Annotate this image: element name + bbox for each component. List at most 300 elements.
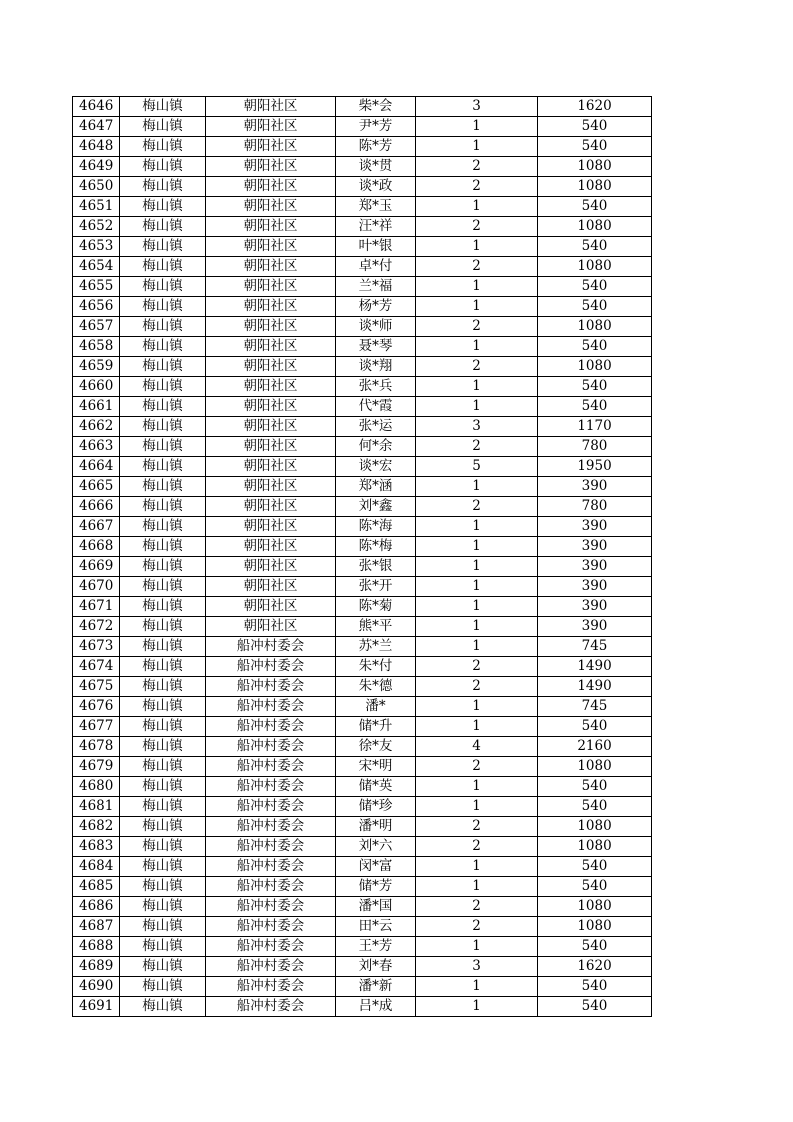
town-cell: 梅山镇 bbox=[120, 817, 206, 837]
household-count-cell: 1 bbox=[416, 797, 538, 817]
serial-number-cell: 4667 bbox=[73, 517, 120, 537]
serial-number-cell: 4656 bbox=[73, 297, 120, 317]
town-cell: 梅山镇 bbox=[120, 557, 206, 577]
table-row bbox=[73, 157, 652, 177]
household-count-cell: 2 bbox=[416, 837, 538, 857]
amount-cell: 1080 bbox=[538, 317, 652, 337]
household-count-cell: 1 bbox=[416, 597, 538, 617]
village-cell: 朝阳社区 bbox=[206, 257, 336, 277]
name-cell: 苏*兰 bbox=[336, 637, 416, 657]
name-cell: 朱*德 bbox=[336, 677, 416, 697]
town-cell: 梅山镇 bbox=[120, 457, 206, 477]
name-cell: 潘* bbox=[336, 697, 416, 717]
table-row bbox=[73, 437, 652, 457]
table-row bbox=[73, 337, 652, 357]
village-cell: 朝阳社区 bbox=[206, 157, 336, 177]
name-cell: 张*兵 bbox=[336, 377, 416, 397]
household-count-cell: 1 bbox=[416, 397, 538, 417]
name-cell: 谈*宏 bbox=[336, 457, 416, 477]
household-count-cell: 1 bbox=[416, 697, 538, 717]
name-cell: 陈*海 bbox=[336, 517, 416, 537]
household-count-cell: 1 bbox=[416, 197, 538, 217]
amount-cell: 1490 bbox=[538, 677, 652, 697]
town-cell: 梅山镇 bbox=[120, 537, 206, 557]
household-count-cell: 2 bbox=[416, 437, 538, 457]
village-cell: 朝阳社区 bbox=[206, 97, 336, 117]
amount-cell: 1080 bbox=[538, 897, 652, 917]
name-cell: 代*霞 bbox=[336, 397, 416, 417]
village-cell: 船冲村委会 bbox=[206, 657, 336, 677]
town-cell: 梅山镇 bbox=[120, 997, 206, 1017]
household-count-cell: 1 bbox=[416, 857, 538, 877]
village-cell: 船冲村委会 bbox=[206, 777, 336, 797]
amount-cell: 1080 bbox=[538, 917, 652, 937]
household-count-cell: 1 bbox=[416, 517, 538, 537]
amount-cell: 540 bbox=[538, 997, 652, 1017]
household-count-cell: 2 bbox=[416, 657, 538, 677]
household-count-cell: 2 bbox=[416, 257, 538, 277]
serial-number-cell: 4665 bbox=[73, 477, 120, 497]
table-row bbox=[73, 797, 652, 817]
town-cell: 梅山镇 bbox=[120, 257, 206, 277]
town-cell: 梅山镇 bbox=[120, 157, 206, 177]
name-cell: 刘*春 bbox=[336, 957, 416, 977]
name-cell: 田*云 bbox=[336, 917, 416, 937]
serial-number-cell: 4657 bbox=[73, 317, 120, 337]
name-cell: 谈*政 bbox=[336, 177, 416, 197]
amount-cell: 390 bbox=[538, 577, 652, 597]
household-count-cell: 1 bbox=[416, 577, 538, 597]
household-count-cell: 1 bbox=[416, 277, 538, 297]
serial-number-cell: 4677 bbox=[73, 717, 120, 737]
name-cell: 兰*福 bbox=[336, 277, 416, 297]
village-cell: 朝阳社区 bbox=[206, 577, 336, 597]
village-cell: 船冲村委会 bbox=[206, 837, 336, 857]
serial-number-cell: 4648 bbox=[73, 137, 120, 157]
household-count-cell: 2 bbox=[416, 917, 538, 937]
town-cell: 梅山镇 bbox=[120, 637, 206, 657]
serial-number-cell: 4666 bbox=[73, 497, 120, 517]
table-row bbox=[73, 317, 652, 337]
amount-cell: 1080 bbox=[538, 157, 652, 177]
amount-cell: 390 bbox=[538, 557, 652, 577]
village-cell: 船冲村委会 bbox=[206, 637, 336, 657]
household-count-cell: 1 bbox=[416, 297, 538, 317]
serial-number-cell: 4671 bbox=[73, 597, 120, 617]
table-row bbox=[73, 257, 652, 277]
serial-number-cell: 4673 bbox=[73, 637, 120, 657]
village-cell: 船冲村委会 bbox=[206, 877, 336, 897]
amount-cell: 1080 bbox=[538, 837, 652, 857]
serial-number-cell: 4654 bbox=[73, 257, 120, 277]
serial-number-cell: 4664 bbox=[73, 457, 120, 477]
village-cell: 船冲村委会 bbox=[206, 797, 336, 817]
amount-cell: 1620 bbox=[538, 97, 652, 117]
household-count-cell: 2 bbox=[416, 357, 538, 377]
serial-number-cell: 4674 bbox=[73, 657, 120, 677]
amount-cell: 1080 bbox=[538, 177, 652, 197]
amount-cell: 745 bbox=[538, 697, 652, 717]
town-cell: 梅山镇 bbox=[120, 897, 206, 917]
table-row bbox=[73, 717, 652, 737]
table-row bbox=[73, 97, 652, 117]
household-count-cell: 1 bbox=[416, 117, 538, 137]
village-cell: 朝阳社区 bbox=[206, 477, 336, 497]
town-cell: 梅山镇 bbox=[120, 317, 206, 337]
serial-number-cell: 4646 bbox=[73, 97, 120, 117]
household-count-cell: 1 bbox=[416, 777, 538, 797]
household-count-cell: 1 bbox=[416, 557, 538, 577]
amount-cell: 390 bbox=[538, 597, 652, 617]
table-row bbox=[73, 497, 652, 517]
household-count-cell: 4 bbox=[416, 737, 538, 757]
town-cell: 梅山镇 bbox=[120, 857, 206, 877]
name-cell: 谈*翔 bbox=[336, 357, 416, 377]
table-row bbox=[73, 517, 652, 537]
household-count-cell: 2 bbox=[416, 317, 538, 337]
amount-cell: 540 bbox=[538, 857, 652, 877]
serial-number-cell: 4659 bbox=[73, 357, 120, 377]
village-cell: 朝阳社区 bbox=[206, 197, 336, 217]
amount-cell: 390 bbox=[538, 517, 652, 537]
serial-number-cell: 4655 bbox=[73, 277, 120, 297]
name-cell: 谈*师 bbox=[336, 317, 416, 337]
village-cell: 船冲村委会 bbox=[206, 917, 336, 937]
town-cell: 梅山镇 bbox=[120, 177, 206, 197]
name-cell: 郑*涵 bbox=[336, 477, 416, 497]
name-cell: 徐*友 bbox=[336, 737, 416, 757]
village-cell: 朝阳社区 bbox=[206, 357, 336, 377]
amount-cell: 1080 bbox=[538, 257, 652, 277]
town-cell: 梅山镇 bbox=[120, 717, 206, 737]
name-cell: 郑*玉 bbox=[336, 197, 416, 217]
name-cell: 潘*新 bbox=[336, 977, 416, 997]
household-count-cell: 3 bbox=[416, 957, 538, 977]
name-cell: 卓*付 bbox=[336, 257, 416, 277]
table-row bbox=[73, 457, 652, 477]
amount-cell: 540 bbox=[538, 777, 652, 797]
village-cell: 朝阳社区 bbox=[206, 337, 336, 357]
table-row bbox=[73, 637, 652, 657]
table-row bbox=[73, 657, 652, 677]
town-cell: 梅山镇 bbox=[120, 117, 206, 137]
serial-number-cell: 4672 bbox=[73, 617, 120, 637]
name-cell: 储*芳 bbox=[336, 877, 416, 897]
household-count-cell: 2 bbox=[416, 897, 538, 917]
household-count-cell: 2 bbox=[416, 757, 538, 777]
name-cell: 杨*芳 bbox=[336, 297, 416, 317]
village-cell: 朝阳社区 bbox=[206, 537, 336, 557]
village-cell: 朝阳社区 bbox=[206, 557, 336, 577]
town-cell: 梅山镇 bbox=[120, 277, 206, 297]
amount-cell: 540 bbox=[538, 237, 652, 257]
amount-cell: 540 bbox=[538, 337, 652, 357]
serial-number-cell: 4669 bbox=[73, 557, 120, 577]
table-body bbox=[73, 97, 652, 1017]
amount-cell: 1170 bbox=[538, 417, 652, 437]
amount-cell: 540 bbox=[538, 877, 652, 897]
amount-cell: 540 bbox=[538, 137, 652, 157]
town-cell: 梅山镇 bbox=[120, 757, 206, 777]
village-cell: 朝阳社区 bbox=[206, 117, 336, 137]
table-row bbox=[73, 237, 652, 257]
table-row bbox=[73, 977, 652, 997]
town-cell: 梅山镇 bbox=[120, 577, 206, 597]
name-cell: 熊*平 bbox=[336, 617, 416, 637]
table-row bbox=[73, 757, 652, 777]
amount-cell: 540 bbox=[538, 397, 652, 417]
town-cell: 梅山镇 bbox=[120, 377, 206, 397]
amount-cell: 780 bbox=[538, 497, 652, 517]
name-cell: 朱*付 bbox=[336, 657, 416, 677]
serial-number-cell: 4688 bbox=[73, 937, 120, 957]
amount-cell: 390 bbox=[538, 537, 652, 557]
table-row bbox=[73, 397, 652, 417]
name-cell: 刘*鑫 bbox=[336, 497, 416, 517]
amount-cell: 390 bbox=[538, 477, 652, 497]
village-cell: 朝阳社区 bbox=[206, 217, 336, 237]
household-count-cell: 1 bbox=[416, 377, 538, 397]
town-cell: 梅山镇 bbox=[120, 777, 206, 797]
serial-number-cell: 4661 bbox=[73, 397, 120, 417]
amount-cell: 1080 bbox=[538, 817, 652, 837]
village-cell: 朝阳社区 bbox=[206, 377, 336, 397]
household-count-cell: 1 bbox=[416, 537, 538, 557]
village-cell: 朝阳社区 bbox=[206, 277, 336, 297]
serial-number-cell: 4686 bbox=[73, 897, 120, 917]
household-count-cell: 1 bbox=[416, 337, 538, 357]
village-cell: 朝阳社区 bbox=[206, 457, 336, 477]
name-cell: 闵*富 bbox=[336, 857, 416, 877]
town-cell: 梅山镇 bbox=[120, 357, 206, 377]
table-row bbox=[73, 537, 652, 557]
serial-number-cell: 4685 bbox=[73, 877, 120, 897]
village-cell: 船冲村委会 bbox=[206, 957, 336, 977]
serial-number-cell: 4662 bbox=[73, 417, 120, 437]
town-cell: 梅山镇 bbox=[120, 297, 206, 317]
village-cell: 船冲村委会 bbox=[206, 717, 336, 737]
serial-number-cell: 4653 bbox=[73, 237, 120, 257]
name-cell: 宋*明 bbox=[336, 757, 416, 777]
serial-number-cell: 4679 bbox=[73, 757, 120, 777]
serial-number-cell: 4683 bbox=[73, 837, 120, 857]
table-row bbox=[73, 137, 652, 157]
table-row bbox=[73, 777, 652, 797]
serial-number-cell: 4658 bbox=[73, 337, 120, 357]
amount-cell: 540 bbox=[538, 977, 652, 997]
village-cell: 朝阳社区 bbox=[206, 137, 336, 157]
name-cell: 陈*菊 bbox=[336, 597, 416, 617]
household-count-cell: 2 bbox=[416, 817, 538, 837]
serial-number-cell: 4687 bbox=[73, 917, 120, 937]
name-cell: 潘*明 bbox=[336, 817, 416, 837]
table-row bbox=[73, 597, 652, 617]
town-cell: 梅山镇 bbox=[120, 477, 206, 497]
village-cell: 朝阳社区 bbox=[206, 437, 336, 457]
household-count-cell: 2 bbox=[416, 157, 538, 177]
village-cell: 船冲村委会 bbox=[206, 937, 336, 957]
amount-cell: 780 bbox=[538, 437, 652, 457]
name-cell: 柴*会 bbox=[336, 97, 416, 117]
name-cell: 谈*贯 bbox=[336, 157, 416, 177]
household-count-cell: 1 bbox=[416, 717, 538, 737]
amount-cell: 2160 bbox=[538, 737, 652, 757]
amount-cell: 1080 bbox=[538, 357, 652, 377]
household-count-cell: 3 bbox=[416, 417, 538, 437]
name-cell: 陈*梅 bbox=[336, 537, 416, 557]
household-count-cell: 2 bbox=[416, 217, 538, 237]
amount-cell: 540 bbox=[538, 277, 652, 297]
town-cell: 梅山镇 bbox=[120, 937, 206, 957]
serial-number-cell: 4649 bbox=[73, 157, 120, 177]
village-cell: 朝阳社区 bbox=[206, 397, 336, 417]
village-cell: 朝阳社区 bbox=[206, 417, 336, 437]
town-cell: 梅山镇 bbox=[120, 977, 206, 997]
town-cell: 梅山镇 bbox=[120, 837, 206, 857]
serial-number-cell: 4681 bbox=[73, 797, 120, 817]
table-row bbox=[73, 377, 652, 397]
name-cell: 张*开 bbox=[336, 577, 416, 597]
table-row bbox=[73, 937, 652, 957]
serial-number-cell: 4675 bbox=[73, 677, 120, 697]
household-count-cell: 1 bbox=[416, 237, 538, 257]
amount-cell: 540 bbox=[538, 937, 652, 957]
village-cell: 船冲村委会 bbox=[206, 817, 336, 837]
town-cell: 梅山镇 bbox=[120, 677, 206, 697]
table-row bbox=[73, 177, 652, 197]
table-row bbox=[73, 877, 652, 897]
amount-cell: 540 bbox=[538, 197, 652, 217]
town-cell: 梅山镇 bbox=[120, 437, 206, 457]
town-cell: 梅山镇 bbox=[120, 417, 206, 437]
household-count-cell: 1 bbox=[416, 977, 538, 997]
town-cell: 梅山镇 bbox=[120, 737, 206, 757]
serial-number-cell: 4668 bbox=[73, 537, 120, 557]
name-cell: 潘*国 bbox=[336, 897, 416, 917]
table-row bbox=[73, 917, 652, 937]
town-cell: 梅山镇 bbox=[120, 657, 206, 677]
table-row bbox=[73, 837, 652, 857]
serial-number-cell: 4690 bbox=[73, 977, 120, 997]
amount-cell: 1620 bbox=[538, 957, 652, 977]
household-count-cell: 3 bbox=[416, 97, 538, 117]
name-cell: 储*英 bbox=[336, 777, 416, 797]
village-cell: 朝阳社区 bbox=[206, 517, 336, 537]
town-cell: 梅山镇 bbox=[120, 517, 206, 537]
serial-number-cell: 4663 bbox=[73, 437, 120, 457]
town-cell: 梅山镇 bbox=[120, 397, 206, 417]
serial-number-cell: 4670 bbox=[73, 577, 120, 597]
name-cell: 刘*六 bbox=[336, 837, 416, 857]
town-cell: 梅山镇 bbox=[120, 797, 206, 817]
amount-cell: 1080 bbox=[538, 757, 652, 777]
village-cell: 朝阳社区 bbox=[206, 617, 336, 637]
serial-number-cell: 4680 bbox=[73, 777, 120, 797]
table-row bbox=[73, 857, 652, 877]
serial-number-cell: 4691 bbox=[73, 997, 120, 1017]
amount-cell: 540 bbox=[538, 117, 652, 137]
village-cell: 船冲村委会 bbox=[206, 697, 336, 717]
village-cell: 船冲村委会 bbox=[206, 677, 336, 697]
village-cell: 船冲村委会 bbox=[206, 977, 336, 997]
amount-cell: 745 bbox=[538, 637, 652, 657]
household-count-cell: 2 bbox=[416, 497, 538, 517]
amount-cell: 540 bbox=[538, 797, 652, 817]
data-table bbox=[72, 96, 652, 1017]
amount-cell: 1490 bbox=[538, 657, 652, 677]
village-cell: 朝阳社区 bbox=[206, 497, 336, 517]
name-cell: 汪*祥 bbox=[336, 217, 416, 237]
amount-cell: 390 bbox=[538, 617, 652, 637]
serial-number-cell: 4647 bbox=[73, 117, 120, 137]
serial-number-cell: 4682 bbox=[73, 817, 120, 837]
town-cell: 梅山镇 bbox=[120, 597, 206, 617]
serial-number-cell: 4660 bbox=[73, 377, 120, 397]
name-cell: 张*银 bbox=[336, 557, 416, 577]
household-count-cell: 2 bbox=[416, 677, 538, 697]
name-cell: 何*余 bbox=[336, 437, 416, 457]
household-count-cell: 1 bbox=[416, 937, 538, 957]
name-cell: 储*珍 bbox=[336, 797, 416, 817]
town-cell: 梅山镇 bbox=[120, 217, 206, 237]
table-row bbox=[73, 617, 652, 637]
name-cell: 储*升 bbox=[336, 717, 416, 737]
table-row bbox=[73, 577, 652, 597]
village-cell: 朝阳社区 bbox=[206, 297, 336, 317]
village-cell: 船冲村委会 bbox=[206, 857, 336, 877]
town-cell: 梅山镇 bbox=[120, 697, 206, 717]
table-row bbox=[73, 217, 652, 237]
name-cell: 张*运 bbox=[336, 417, 416, 437]
household-count-cell: 1 bbox=[416, 477, 538, 497]
table-row bbox=[73, 477, 652, 497]
household-count-cell: 1 bbox=[416, 137, 538, 157]
town-cell: 梅山镇 bbox=[120, 137, 206, 157]
household-count-cell: 1 bbox=[416, 637, 538, 657]
household-count-cell: 2 bbox=[416, 177, 538, 197]
amount-cell: 540 bbox=[538, 297, 652, 317]
table-row bbox=[73, 297, 652, 317]
name-cell: 聂*琴 bbox=[336, 337, 416, 357]
name-cell: 叶*银 bbox=[336, 237, 416, 257]
table-row bbox=[73, 957, 652, 977]
table-row bbox=[73, 697, 652, 717]
serial-number-cell: 4651 bbox=[73, 197, 120, 217]
name-cell: 王*芳 bbox=[336, 937, 416, 957]
household-count-cell: 5 bbox=[416, 457, 538, 477]
serial-number-cell: 4678 bbox=[73, 737, 120, 757]
town-cell: 梅山镇 bbox=[120, 877, 206, 897]
serial-number-cell: 4684 bbox=[73, 857, 120, 877]
town-cell: 梅山镇 bbox=[120, 97, 206, 117]
village-cell: 朝阳社区 bbox=[206, 177, 336, 197]
household-count-cell: 1 bbox=[416, 877, 538, 897]
table-row bbox=[73, 997, 652, 1017]
town-cell: 梅山镇 bbox=[120, 617, 206, 637]
table-row bbox=[73, 117, 652, 137]
table-row bbox=[73, 277, 652, 297]
household-count-cell: 1 bbox=[416, 997, 538, 1017]
amount-cell: 1080 bbox=[538, 217, 652, 237]
serial-number-cell: 4689 bbox=[73, 957, 120, 977]
table-row bbox=[73, 357, 652, 377]
serial-number-cell: 4652 bbox=[73, 217, 120, 237]
town-cell: 梅山镇 bbox=[120, 917, 206, 937]
amount-cell: 540 bbox=[538, 717, 652, 737]
village-cell: 朝阳社区 bbox=[206, 597, 336, 617]
name-cell: 陈*芳 bbox=[336, 137, 416, 157]
table-row bbox=[73, 897, 652, 917]
